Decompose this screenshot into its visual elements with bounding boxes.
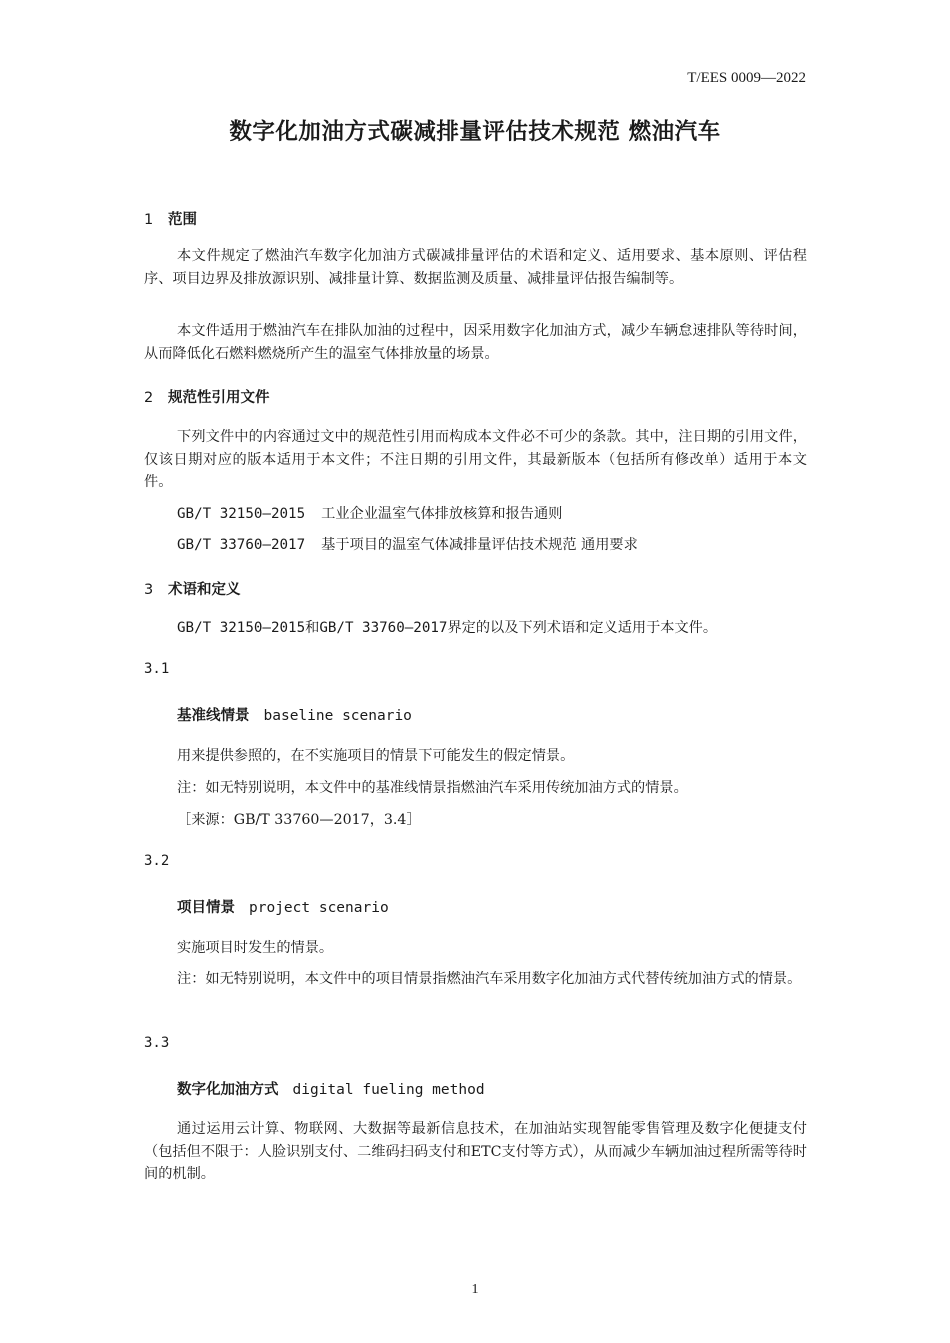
term-note: 注：如无特别说明，本文件中的项目情景指燃油汽车采用数字化加油方式代替传统加油方式的情景。 [177, 971, 802, 987]
term-heading [177, 704, 412, 725]
term-note: 注：如无特别说明，本文件中的基准线情景指燃油汽车采用传统加油方式的情景。 [177, 780, 688, 796]
section-number: 2 [144, 390, 154, 406]
term-definition: 用来提供参照的，在不实施项目的情景下可能发生的假定情景。 [177, 748, 575, 764]
page-number: 1 [471, 1282, 479, 1297]
subsection-number: 3.1 [144, 661, 170, 677]
term-english: baseline scenario [263, 708, 412, 724]
section-2-heading [144, 386, 270, 407]
term-chinese: 基准线情景 [177, 708, 250, 724]
section-title: 术语和定义 [168, 582, 241, 598]
section-number: 1 [144, 212, 154, 228]
term-source: ［来源：GB/T 33760—2017，3.4］ [177, 812, 421, 828]
section-title: 规范性引用文件 [168, 390, 270, 406]
section-title: 范围 [168, 212, 197, 228]
reference-title: 工业企业温室气体排放核算和报告通则 [321, 506, 563, 522]
term-heading [177, 896, 389, 917]
subsection-number: 3.2 [144, 853, 170, 869]
section-1-heading [144, 208, 197, 229]
section-2-paragraph-1: 下列文件中的内容通过文中的规范性引用而构成本文件必不可少的条款。其中，注日期的引用文件，仅该日期对应的版本适用于本文件；不注日期的引用文件，其最新版本（包括所有修改单）适用于本文件。 [144, 429, 807, 490]
term-english: project scenario [249, 900, 389, 916]
normative-reference [177, 534, 638, 557]
term-chinese: 项目情景 [177, 900, 235, 916]
section-3-paragraph-1 [177, 617, 717, 640]
term-definition: 通过运用云计算、物联网、大数据等最新信息技术，在加油站实现智能零售管理及数字化便捷支付（包括但不限于：人脸识别支付、二维码扫码支付和ETC支付等方式），从而减少车辆加油过程所需等待时间的机制。 [144, 1121, 807, 1182]
reference-title: 基于项目的温室气体减排量评估技术规范 通用要求 [321, 537, 638, 553]
document-code: T/EES 0009—2022 [687, 70, 806, 86]
subsection-number: 3.3 [144, 1035, 170, 1051]
term-chinese: 数字化加油方式 [177, 1082, 279, 1098]
document-title: 数字化加油方式碳减排量评估技术规范 燃油汽车 [229, 119, 721, 145]
section-3-heading [144, 578, 241, 599]
reference-code: GB/T 32150—2015 [177, 620, 306, 636]
term-heading [177, 1078, 485, 1099]
section-1-paragraph-1: 本文件规定了燃油汽车数字化加油方式碳减排量评估的术语和定义、适用要求、基本原则、评估程序、项目边界及排放源识别、减排量计算、数据监测及质量、减排量评估报告编制等。 [144, 248, 807, 287]
term-definition: 实施项目时发生的情景。 [177, 940, 334, 956]
section-1-paragraph-2: 本文件适用于燃油汽车在排队加油的过程中，因采用数字化加油方式，减少车辆怠速排队等待时间，从而降低化石燃料燃烧所产生的温室气体排放量的场景。 [144, 323, 807, 362]
normative-reference [177, 503, 562, 526]
reference-code: GB/T 33760—2017 [177, 537, 306, 553]
conjunction: 和 [305, 620, 320, 636]
section-number: 3 [144, 582, 154, 598]
reference-code: GB/T 32150—2015 [177, 506, 306, 522]
reference-code: GB/T 33760—2017 [319, 620, 448, 636]
paragraph-text: 界定的以及下列术语和定义适用于本文件。 [447, 620, 718, 636]
term-english: digital fueling method [292, 1082, 485, 1098]
